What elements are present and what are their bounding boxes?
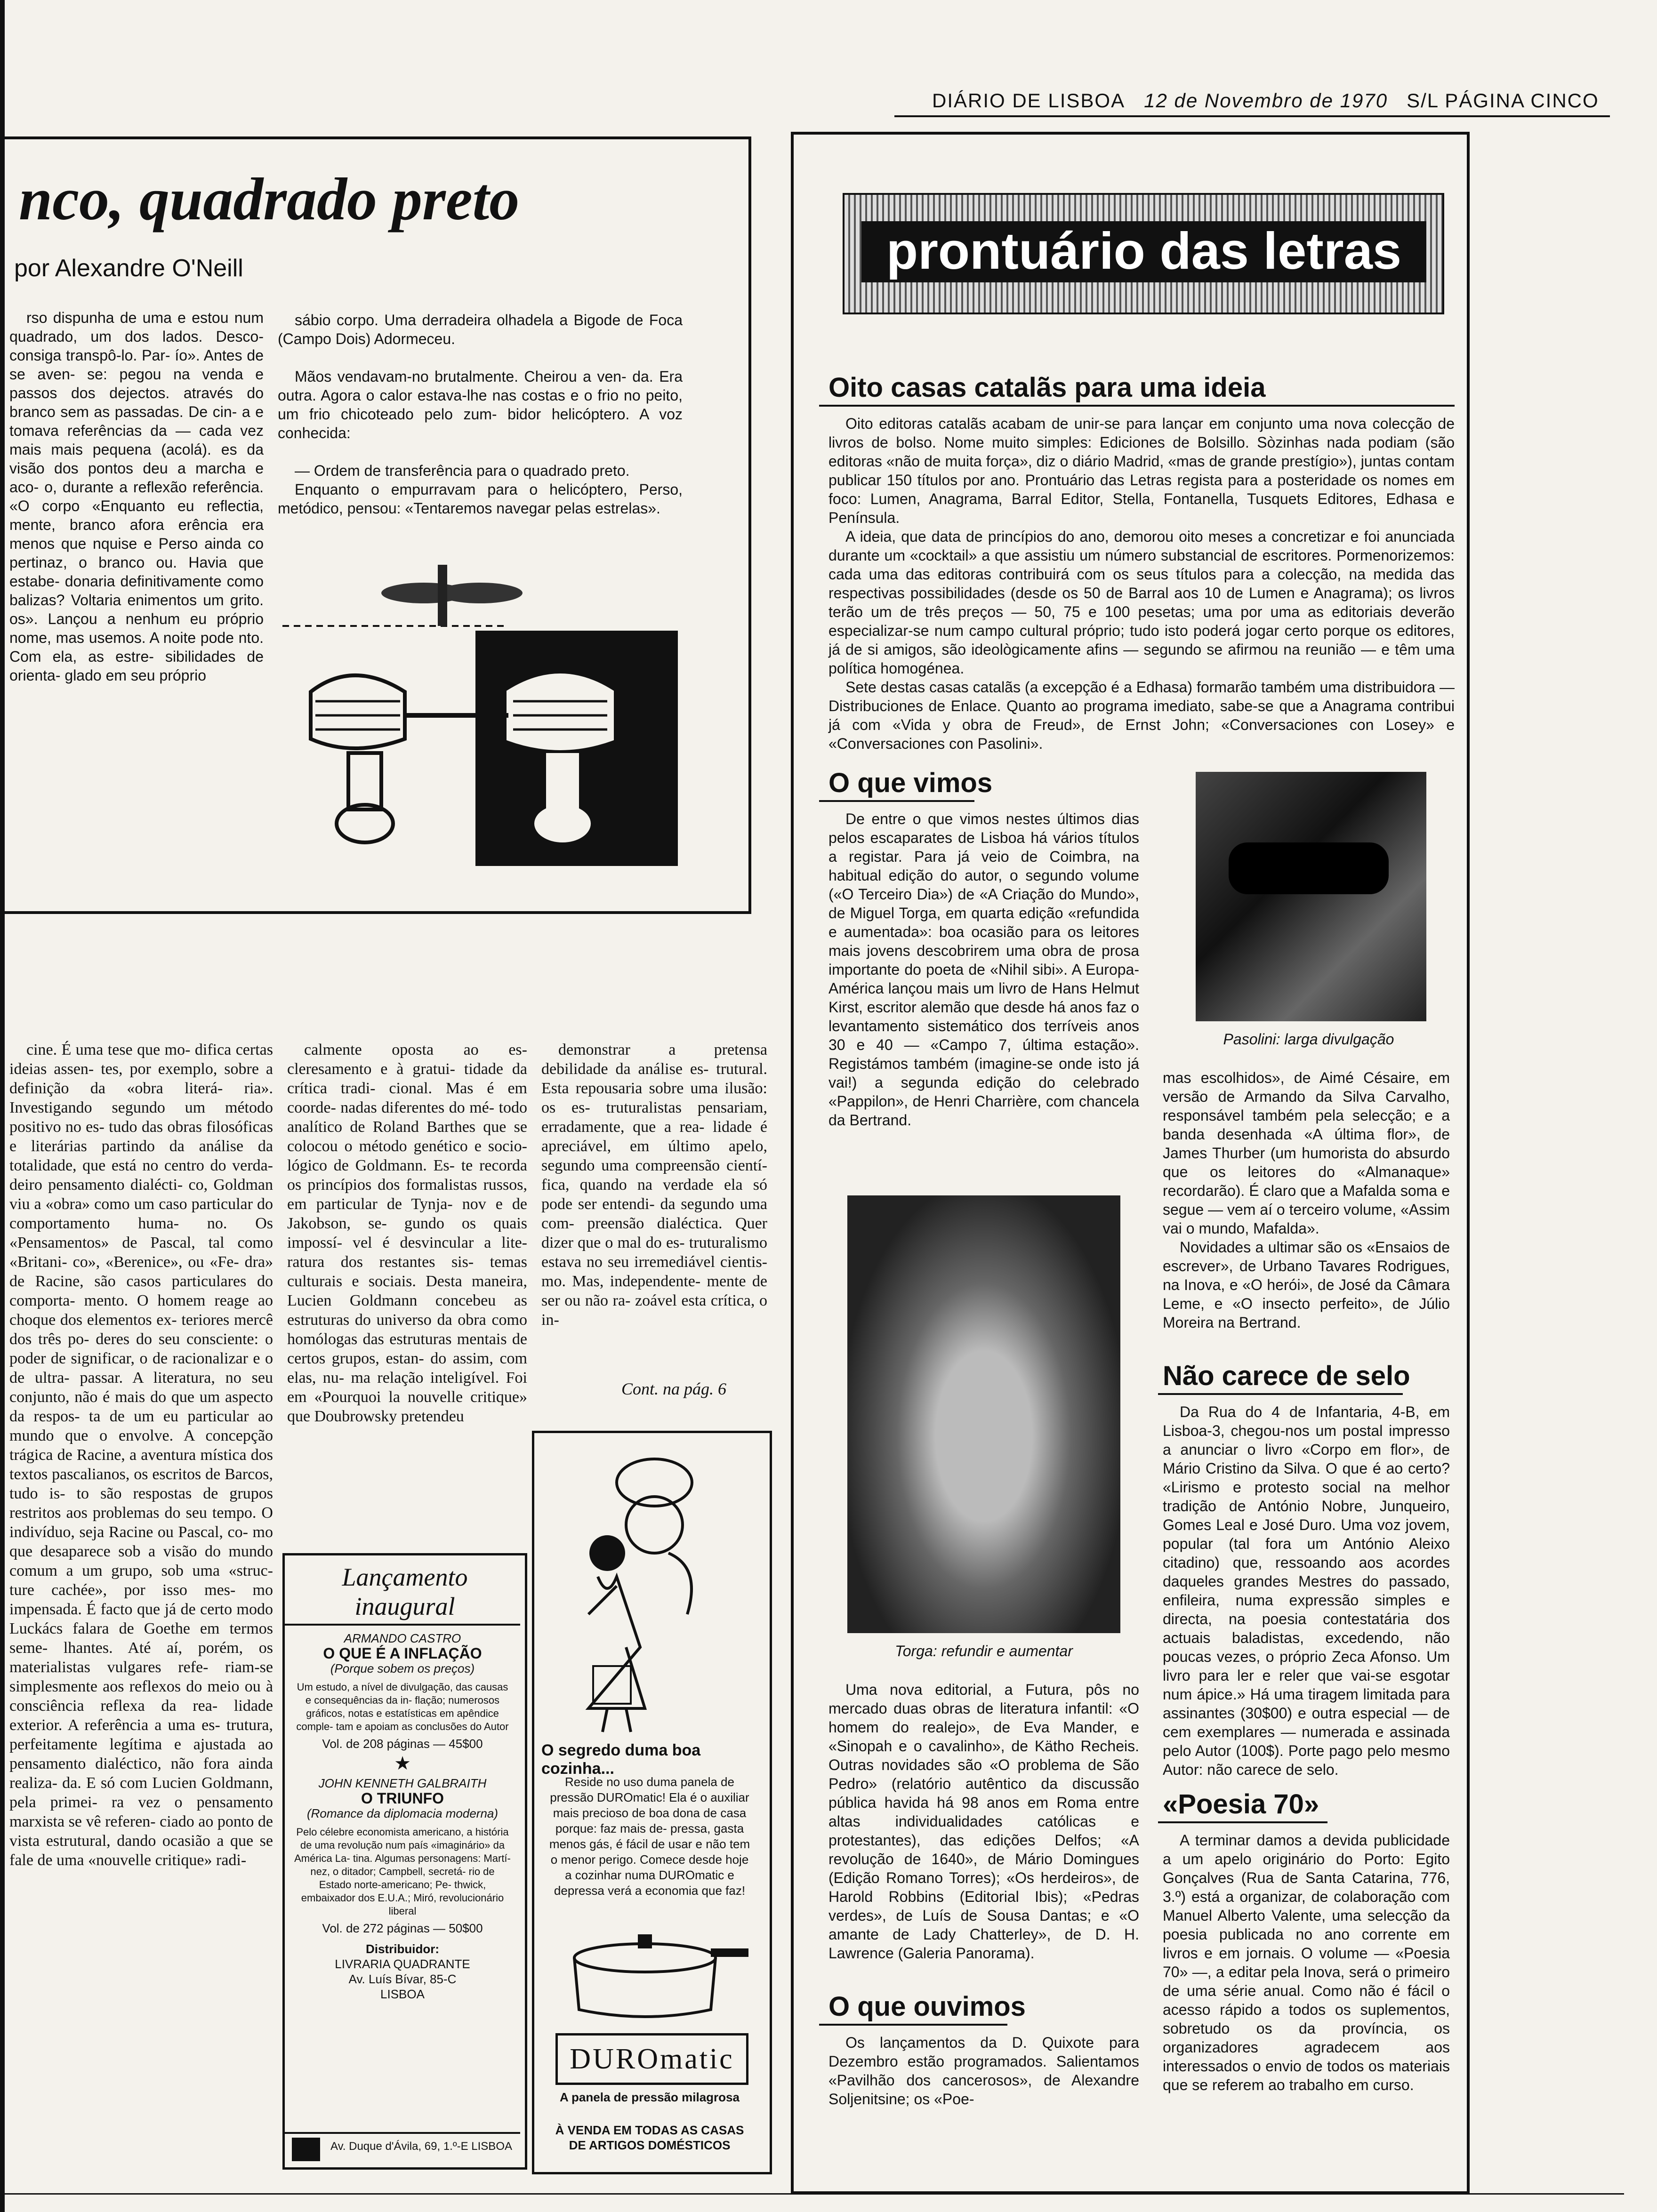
paragraph: Da Rua do 4 de Infantaria, 4-B, em Lisboa-3, chegou-nos um postal impresso a anunciar o livro «Corpo em flor», de Mário Cristino da Silva. O que é ao certo? «Lirismo e protesto social na melhor tradição de António Nobre, Junqueiro, Gomes Leal e José Duro. Uma voz jovem, popular (tal fora um António Aleixo citadino) que, ressoando aos acordes daqueles grandes Mestres do passado, enfileira, numa expressão simples e directa, na poesia contestatária dos actuais baladistas, excedendo, não poucas vezes, o próprio Zeca Afonso. Um livro para ler e reler que vai-se esgotar num ápice.» Há uma tiragem limitada para assinantes (30$00) e outra especial — de cem exemplares — numerada e assinada pelo Autor (100$). Porte pago pelo mesmo Autor: não carece de selo. bbox=[1163, 1403, 1450, 1778]
book2-title: O TRIUNFO bbox=[361, 1790, 444, 1807]
book1-title: O QUE É A INFLAÇÃO bbox=[323, 1645, 482, 1662]
paragraph: Uma nova editorial, a Futura, pôs no mercado duas obras de literatura infantil: «O homem do realejo», de Eva Mander, e «Sinopah e o cavalinho», de Kätho Recheis. Outras novidades são «O problema de São Pedro» (relatório autêntico da discussão pública havida há 98 anos em Roma entre altas individualidades católicas e protestantes), das edições Delfos; «A revolução de 1640», de Mário Domingues (Edição Romano Torres); «Os herdeiros», de Harold Robbins (Editorial Ibis); «Pedras verdes», de Luís de Sousa Dantas; e «O amante de Lady Chatterley», de D. H. Lawrence (Galeria Panorama). bbox=[828, 1681, 1139, 1962]
paragraph: De entre o que vimos nestes últimos dias pelos escaparates de Lisboa há vários títulos a registar. Para já veio de Coimbra, na habitual edição do autor, o segundo volume («O Terceiro Dia») de «A Criação do Mundo», de Miguel Torga, em quarta edição «refundida e aumentada»: boa ocasião para os leitores mais jovens descobrirem uma obra de prosa importante do poeta de «Nihil sibi». A Europa-América lançou mais um livro de Hans Helmut Kirst, escritor alemão que desde há anos faz o levantamento sistemático dos terríveis anos 30 e 40 — «Campo 7, última estação». Registámos também (imagine-se onde isto já vai!) a segunda edição do celebrado «Pappilon», de Henri Charrière, com chancela da Bertrand. bbox=[828, 810, 1139, 1129]
chef-icon bbox=[546, 1445, 753, 1737]
masthead bbox=[932, 89, 1610, 113]
paragraph: rso dispunha de uma e estou num quadrado, um dos lados. Desco- consiga transpô-lo. Par- ío». Antes de se aven- se: pegou na venda e passos dos dejectos. através do branco sem as passadas. De cin- a e tomava referências da — cada vez mais mais pequena (acolá). es da visão dos pontos deu a marcha e aco- o, durante a reflexão referência. «O corpo «Enquanto eu reflectia, mente, branco afora erência era menos que nquise e Perso ainda co pertinaz, o branco ou. Havia que estabe- donaria definitivamente como balizas? Voltaria enimentos um grito. os». Lançou a nenhum eu próprio nome, mas usemos. A noite pode nto. Com ela, as estre- sibilidades de orienta- glado em seu próprio bbox=[9, 309, 264, 684]
paragraph: Sete destas casas catalãs (a excepção é a Edhasa) formarão também uma distribuidora — Distribuciones de Enlace. Quanto ao programa imediato, sabe-se que a Anagrama contribui já com «Vida y obra de Freud», de Ernst John; «Conversaciones con Losey» e «Conversaciones con Pasolini». bbox=[828, 679, 1455, 752]
critique-col-3 bbox=[541, 1040, 767, 1370]
section-title-oito-casas: Oito casas catalãs para uma ideia bbox=[828, 372, 1266, 403]
section-title-o-que-ouvimos: O que ouvimos bbox=[828, 1991, 1026, 2022]
section-body-o-que-vimos-novidades bbox=[828, 1680, 1139, 1963]
book1-desc: Um estudo, a nível de divulgação, das causas e consequências da in- flação; numerosos gráficos, notas e estatísticas em apêndice comple- tam e apoiam as conclusões do Autor bbox=[296, 1681, 509, 1732]
section-rule bbox=[1158, 1821, 1327, 1823]
book2-volume: Vol. de 272 páginas — 50$00 bbox=[322, 1921, 483, 1935]
duromatic-sale-info: À VENDA EM TODAS AS CASAS DE ARTIGOS DOMÉSTICOS bbox=[555, 2123, 744, 2152]
page-number: S/L PÁGINA CINCO bbox=[1407, 89, 1599, 112]
continued-note: Cont. na pág. 6 bbox=[621, 1379, 727, 1398]
prontuario-banner-title: prontuário das letras bbox=[861, 221, 1426, 282]
section-body-o-que-vimos bbox=[828, 809, 1139, 1186]
section-rule bbox=[819, 800, 974, 802]
masthead-rule bbox=[894, 115, 1610, 117]
book2-subtitle: (Romance da diplomacia moderna) bbox=[306, 1806, 499, 1820]
duromatic-brand-logo bbox=[555, 2033, 748, 2085]
section-title-poesia-70: «Poesia 70» bbox=[1163, 1789, 1319, 1819]
distributor-label: Distribuidor: bbox=[366, 1942, 439, 1956]
section-body-nao-carece bbox=[1163, 1403, 1450, 1779]
chef-illustration bbox=[546, 1445, 753, 1737]
section-body-o-que-ouvimos bbox=[828, 2033, 1139, 2108]
duromatic-brand: DUROmatic bbox=[570, 2043, 734, 2075]
pressure-cooker-icon bbox=[551, 1930, 748, 2024]
book2-desc: Pelo célebre economista americano, a história de uma revolução num país «imaginário» da América La- tina. Algumas personagens: Martí- nez, o ditador; Campbell, secretá- rio de Estado norte-americano; Pe- thwick, embaixador dos E.U.A.; Miró, revolucionário liberal bbox=[294, 1826, 511, 1917]
critique-col-1 bbox=[9, 1040, 273, 2203]
article-byline: por Alexandre O'Neill bbox=[14, 255, 243, 282]
section-body-poesia-70 bbox=[1163, 1831, 1450, 2094]
ad-footer-divider bbox=[285, 2132, 520, 2134]
publisher-logo-icon bbox=[292, 2138, 320, 2161]
section-rule bbox=[819, 405, 1455, 407]
fiction-illustration bbox=[282, 537, 734, 875]
page-bottom-rule bbox=[0, 2193, 1624, 2195]
book2-author: JOHN KENNETH GALBRAITH bbox=[318, 1776, 487, 1790]
ad-books-header: Lançamento inaugural bbox=[342, 1563, 468, 1620]
distributor-city: LISBOA bbox=[380, 1987, 425, 2001]
torga-photo bbox=[847, 1195, 1120, 1633]
section-title-nao-carece: Não carece de selo bbox=[1163, 1361, 1410, 1391]
paragraph: Novidades a ultimar são os «Ensaios de escrever», de Urbano Tavares Rodrigues, na Inova, e «O herói», de José da Câmara Leme, e «O insecto perfeito», de Júlio Moreira na Bertrand. bbox=[1163, 1239, 1450, 1331]
paragraph: cine. É uma tese que mo- difica certas ideias assen- tes, por exemplo, sobre a definição da «obra literá- ria». Investigando segundo um método positivo no es- tudo das obras filosóficas e literárias partindo da análise da totalidade, que está no centro do verda- deiro pensamento dialécti- co, Goldman viu a «obra» como um caso particular do comportamento huma- no. Os «Pensamentos» de Pascal, tal como «Britani- co», «Berenice», ou «Fe- dra» de Racine, são casos particulares do comporta- mento. O homem reage ao choque dos elementos ex- teriores mercê dos três po- deres do seu consciente: o poder de significar, o de racionalizar e o de ultra- passar. A literatura, no seu conjunto, não é mais do que um aspecto da respos- ta de um eu particular ao mundo que o envolve. A concepção trágica de Racine, a aventura mística dos textos pascalianos, os escritos de Barcos, tudo is- to são respostas de grupos restritos aos problemas do seu tempo. O indivíduo, seja Racine ou Pascal, co- mo que desaparece sob a visão do mundo comum a um grupo, sob uma «struc- ture cachée», por isso mes- mo impensada. É facto que já de certo modo Luckács falara de Goethe em termos seme- lhantes. Até aí, porém, os materialistas vulgares refe- riam-se simplesmente aos reflexos do meio ou à consciência reflexa da rea- lidade exterior. A referência a uma es- trutura, perfeitamente legítima e ajustada ao pensamento dialéctico, não fora ainda realiza- da. E só com Lucien Goldmann, pela primei- ra vez o pensamento marxista se vê referen- ciado ao ponto de vista estrutural, dando ocasião a que se fale de uma «nouvelle critique» radi- bbox=[9, 1041, 273, 1869]
critique-col-2 bbox=[287, 1040, 527, 1544]
article-title: nco, quadrado preto bbox=[19, 166, 520, 232]
book1-subtitle: (Porque sobem os preços) bbox=[330, 1661, 475, 1675]
book1-volume: Vol. de 208 páginas — 45$00 bbox=[322, 1737, 483, 1751]
section-rule bbox=[1158, 1393, 1403, 1395]
paragraph: mas escolhidos», de Aimé Césaire, em versão de Armando da Silva Carvalho, responsável também pela selecção; e a banda desenhada «A última flor», de James Thurber (um humorista do absurdo que os leitores do «Almanaque» recordarão). É claro que a Mafalda soma e segue — vem aí o terceiro volume, «Assim vai o mundo, Mafalda». bbox=[1163, 1069, 1450, 1237]
section-body-o-que-vimos-cont bbox=[1163, 1068, 1450, 1332]
ad-books-footer: Av. Duque d'Ávila, 69, 1.º-E LISBOA bbox=[330, 2140, 512, 2153]
section-body-oito-casas bbox=[828, 414, 1455, 753]
distributor-name: LIVRARIA QUADRANTE bbox=[335, 1957, 470, 1971]
pressure-cooker-illustration bbox=[551, 1930, 748, 2024]
paragraph: demonstrar a pretensa debilidade da análise es- trutural. Esta repousaria sobre uma ilusão: os es- truturalistas pensariam, erradamente, que a rea- lidade é apreciável, em último apelo, segundo uma compreensão cientí- fica, quando na verdade ela só pode ser entendi- da segundo uma com- preensão dialéctica. Quer dizer que o mal do es- truturalismo estava no seu irremediável cientis- mo. Mas, independente- mente de ser ou não ra- zoável esta crítica, o in- bbox=[541, 1041, 767, 1329]
pasolini-photo bbox=[1196, 772, 1426, 1021]
paragraph: Enquanto o empurravam para o helicóptero, Perso, metódico, pensou: «Tentaremos navegar pelas estrelas». bbox=[278, 481, 683, 517]
fiction-col-1 bbox=[9, 308, 264, 873]
sunglasses-shape bbox=[1229, 842, 1389, 894]
paper-name: DIÁRIO DE LISBOA bbox=[932, 89, 1126, 112]
section-title-o-que-vimos: O que vimos bbox=[828, 768, 993, 798]
section-rule bbox=[819, 2024, 1007, 2026]
issue-date: 12 de Novembro de 1970 bbox=[1144, 89, 1388, 112]
ad-divider bbox=[285, 1624, 520, 1626]
duromatic-headline: O segredo duma boa cozinha... bbox=[541, 1741, 701, 1778]
paragraph: A ideia, que data de princípios do ano, demorou oito meses a concretizar e foi anunciada durante um «cocktail» a que assistiu um número substancial de escritores. Pormenorizemos: cada uma das editoras contribuirá com os seus títulos para a colecção, na medida das respectivas possibilidades (desde os 50 de Barral aos 10 de Lumen e Anagrama); os livros terão um de três preços — 50, 75 e 100 pesetas; uma por uma as editoriais deverão especializar-se num campo cultural próprio; tudo isto poderá jogar certo porque os editores, já de si amigos, são ideològicamente afins — segundo se afirmou na reunião — e têm uma política homogénea. bbox=[828, 528, 1455, 677]
duromatic-tagline: A panela de pressão milagrosa bbox=[560, 2090, 740, 2104]
ad-books-content bbox=[294, 1631, 511, 2002]
paragraph: Mãos vendavam-no brutalmente. Cheirou a ven- da. Era outra. Agora o calor estava-lhe nas costas e o frio no peito, um frio chicoteado pelo zum- bidor helicóptero. A voz conhecida: bbox=[278, 368, 683, 441]
paragraph: — Ordem de transferência para o quadrado preto. bbox=[295, 462, 630, 479]
duromatic-body: Reside no uso duma panela de pressão DUROmatic! Ela é o auxiliar mais precioso de boa dona de casa porque: faz mais de- pressa, gasta menos gás, é fácil de usar e não tem o menor perigo. Comece desde hoje a cozinhar numa DUROmatic e depressa verá a economia que faz! bbox=[549, 1775, 750, 1898]
paragraph: Os lançamentos da D. Quixote para Dezembro estão programados. Salientamos «Pavilhão dos cancerosos», de Alexandre Soljenitsine; os «Poe- bbox=[828, 2034, 1139, 2108]
pasolini-caption: Pasolini: larga divulgação bbox=[1223, 1031, 1394, 1048]
paragraph: calmente oposta ao es- cleresamento e à gratui- tidade da crítica tradi- cional. Mas é em coorde- nadas diferentes do mé- todo analítico de Roland Barthes que se colocou o método genético e socio- lógico de Goldmann. Es- te recorda os princípios dos formalistas russos, em particular de Tynja- nov e de Jakobson, se- gundo os quais impossí- vel é desvincular a lite- ratura dos restantes sis- temas culturais e sociais. Desta maneira, Lucien Goldmann concebeu as estruturas do universo da obra como homólogas das estruturas mentais de certos grupos, estan- do assim, com elas, nu- ma relação inteligível. Foi em «Pourquoi la nouvelle critique» que Doubrowsky pretendeu bbox=[287, 1041, 527, 1425]
star-icon: ★ bbox=[394, 1753, 411, 1774]
paragraph: A terminar damos a devida publicidade a um apelo originário do Porto: Egito Gonçalves (Rua de Santa Catarina, 776, 3.º) está a organizar, de colaboração com Manuel Alberto Valente, uma selecção da poesia publicada no ano corrente em livros e em jornais. O volume — «Poesia 70» —, a editar pela Inova, será o primeiro de uma série anual. Como não é fácil o acesso rápido a todos os suplementos, sobretudo os da província, os organizadores agradecem aos interessados o envio de todos os materiais que se referem ao trabalho em curso. bbox=[1163, 1832, 1450, 2093]
paragraph: Oito editoras catalãs acabam de unir-se para lançar em conjunto uma nova colecção de livros de bolso. Nome muito simples: Ediciones de Bolsillo. Sòzinhas nada podiam (são editoras «não de muita força», diz o diário Madrid, «mas de grande prestígio»), juntas contam publicar 150 títulos por ano. Prontuário das Letras regista para a posteridade os nomes em foco: Lumen, Anagrama, Barral Editor, Stella, Fontanella, Tusquets Editores, Edhasa e Península. bbox=[828, 415, 1455, 526]
book1-author: ARMANDO CASTRO bbox=[344, 1631, 461, 1645]
fiction-col-2 bbox=[278, 311, 683, 518]
distributor-address: Av. Luís Bívar, 85-C bbox=[348, 1972, 457, 1986]
illustration-svg bbox=[282, 537, 734, 875]
torga-caption: Torga: refundir e aumentar bbox=[895, 1643, 1073, 1659]
paragraph: sábio corpo. Uma derradeira olhadela a Bigode de Foca (Campo Dois) Adormeceu. bbox=[278, 312, 683, 347]
